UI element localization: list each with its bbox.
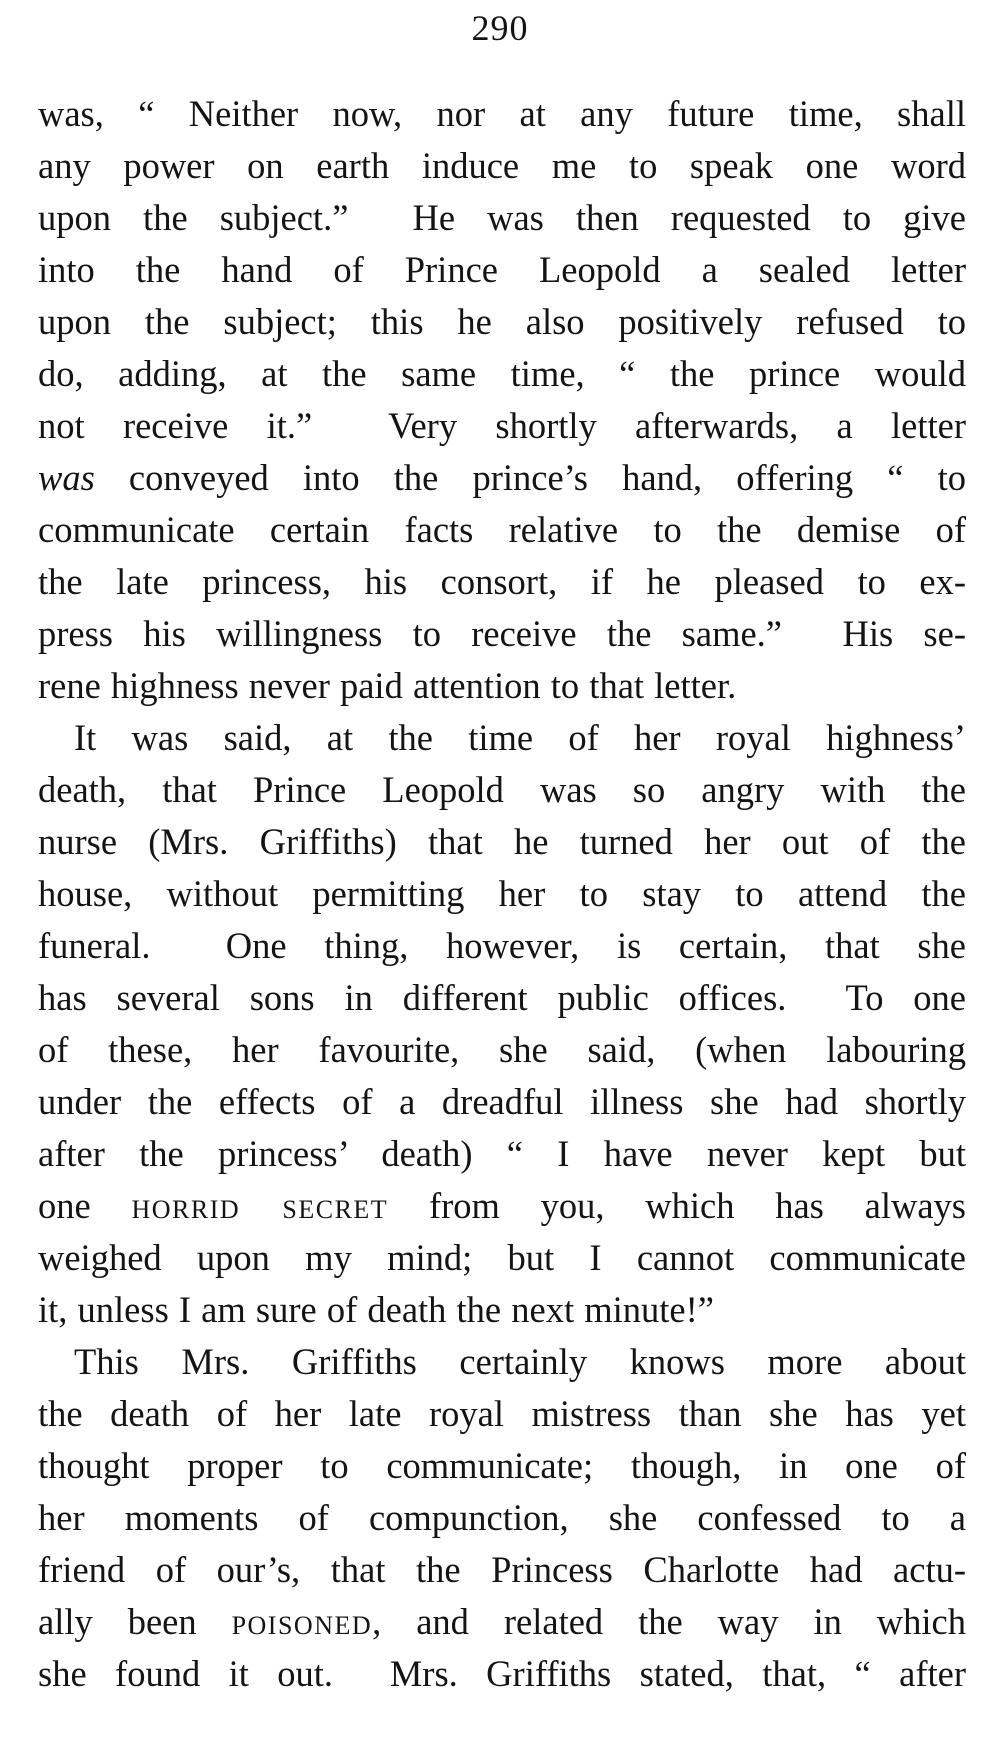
text-line [38,452,966,504]
text-segment: It was said, at the time of her royal highness’ [74,717,966,758]
body-text [38,88,966,1700]
text-line [38,400,966,452]
text-segment: was, “ Neither now, nor at any future time, shall [38,93,966,134]
text-line [38,920,966,972]
text-line [38,1648,966,1700]
text-segment: one [38,1185,132,1226]
italic-text: was [38,457,95,498]
text-line [38,764,966,816]
text-segment: from you, which has always [388,1185,966,1226]
text-segment: not receive it.” Very shortly afterwards, a letter [38,405,966,446]
text-line [38,1076,966,1128]
text-line [38,1336,966,1388]
text-segment: the death of her late royal mistress than she has yet [38,1393,966,1434]
text-segment: of these, her favourite, she said, (when labouring [38,1029,966,1070]
text-segment: any power on earth induce me to speak one word [38,145,966,186]
text-line [38,556,966,608]
text-segment: thought proper to communicate; though, in one of [38,1445,966,1486]
text-line [38,1284,966,1336]
text-line [38,504,966,556]
text-segment: do, adding, at the same time, “ the prince would [38,353,966,394]
small-caps-text: poisoned [231,1601,373,1642]
text-line [38,348,966,400]
small-caps-text: horrid secret [131,1185,389,1226]
text-segment: death, that Prince Leopold was so angry with the [38,769,966,810]
text-segment: her moments of compunction, she confessed to a [38,1497,966,1538]
page-number: 290 [471,8,529,48]
text-line [38,1544,966,1596]
text-segment: into the hand of Prince Leopold a sealed letter [38,249,966,290]
text-line [38,1232,966,1284]
text-line [38,192,966,244]
text-segment: communicate certain facts relative to the demise of [38,509,966,550]
text-segment: rene highness never paid attention to that letter. [38,665,737,706]
text-segment: nurse (Mrs. Griffiths) that he turned her out of the [38,821,966,862]
text-segment: upon the subject; this he also positively refused to [38,301,966,342]
text-line [38,1024,966,1076]
text-line [38,1128,966,1180]
text-line [38,1492,966,1544]
text-segment: This Mrs. Griffiths certainly knows more about [74,1341,966,1382]
text-line [38,1596,966,1648]
text-line [38,712,966,764]
text-segment: funeral. One thing, however, is certain, that she [38,925,966,966]
text-segment: it, unless I am sure of death the next minute!” [38,1289,714,1330]
text-line [38,608,966,660]
text-line [38,296,966,348]
text-segment: ally been [38,1601,232,1642]
text-line [38,1440,966,1492]
text-segment: under the effects of a dreadful illness she had shortly [38,1081,966,1122]
text-line [38,88,966,140]
text-segment: , and related the way in which [372,1601,966,1642]
text-segment: conveyed into the prince’s hand, offering “ to [94,457,966,498]
text-segment: weighed upon my mind; but I cannot communicate [38,1237,966,1278]
text-line [38,868,966,920]
text-line [38,816,966,868]
text-line [38,1388,966,1440]
text-segment: she found it out. Mrs. Griffiths stated, that, “ after [38,1653,966,1694]
text-segment: upon the subject.” He was then requested to give [38,197,966,238]
text-line [38,660,966,712]
text-segment: after the princess’ death) “ I have never kept but [38,1133,966,1174]
text-segment: has several sons in different public offices. To one [38,977,966,1018]
text-segment: friend of our’s, that the Princess Charlotte had actu- [38,1549,966,1590]
text-segment: house, without permitting her to stay to attend the [38,873,966,914]
text-segment: the late princess, his consort, if he pleased to ex- [38,561,966,602]
text-line [38,1180,966,1232]
text-line [38,140,966,192]
text-line [38,972,966,1024]
text-segment: press his willingness to receive the same.” His se- [38,613,966,654]
text-line [38,244,966,296]
